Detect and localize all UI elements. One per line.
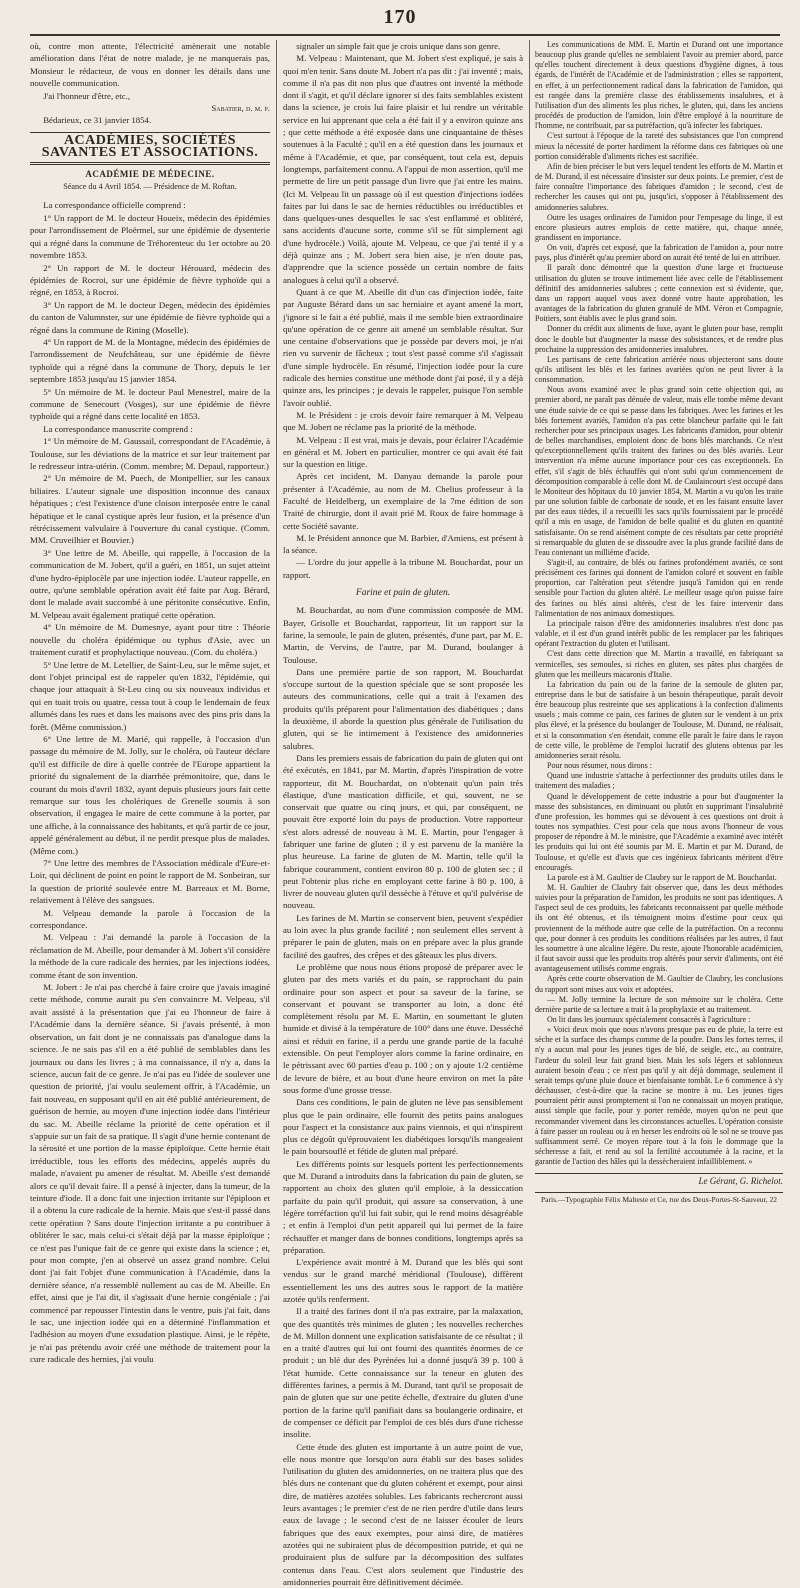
paragraph: M. Velpeau : Maintenant, que M. Jobert s'est expliqué, je sais à quoi m'en tenir. Sans doute M. Jobert n'a pas dit : j'ai inventé ; mais, comme il n'a pas dit non plus que d'autres ont inventé la méthode dont il s'agit, et qu'il déclare ignorer si des faits semblables existent dans la science, je crois lui faire plaisir et lui rendre un véritable service en lui apprenant que cela a été fait il y a environ quinze ans ; que cette méthode a été exposée dans une cinquantaine de thèses soutenues à la Faculté ; qu'il en a été question dans les journaux et même à l'Académie, et que, par conséquent, tout cela est, depuis longtemps, parfaitement connu. A l'appui de mon assertion, qu'il me permette de lire un petit passage d'un livre que j'ai entre les mains. (Ici M. Velpeau lit un passage où il est question d'injections iodées faites par lui dans le sac de hernies réductibles ou irréductibles et dans quelques-unes desquelles le sac s'est enflammé et oblitéré, sans accidents d'aucune sorte, comme s'il se fût simplement agi d'une hydrocèle.) Voilà, ajoute M. Velpeau, ce que j'ai tenté il y a déjà quinze ans ; M. Jobert sera bien aise, je n'en doute pas, d'apprendre que la science possède un certain nombre de faits analogues à celui qu'il a observé. <box>283 53 523 285</box>
footer-rule <box>535 1173 783 1174</box>
discussion-paragraphs <box>283 40 523 581</box>
paragraph: 4° Un rapport de M. de la Montagne, médecin des épidémies de l'arrondissement de Neufchâteau, sur une épidémie de fièvre typhoïde qui a régné dans la commune de Thory, depuis le 1er septembre 1853 jusqu'au 15 janvier 1854. <box>30 336 270 385</box>
paragraph: M. Bouchardat, au nom d'une commission composée de MM. Bayer, Grisolle et Bouchardat, rapporteur, lit un rapport sur la farine, la semoule, le pain de gluten, présentés, d'une part, par M. E. Martin, de Vervins, de l'autre, par M. Durand, boulanger à Toulouse. <box>283 605 523 665</box>
paragraph: M. le Président annonce que M. Barbier, d'Amiens, est présent à la séance. <box>283 532 523 556</box>
paragraph: M. le Président : je crois devoir faire remarquer à M. Velpeau que M. Jobert ne réclame pas la priorité de la méthode. <box>283 409 523 433</box>
paragraph: Dans les premiers essais de fabrication du pain de gluten qui ont été exécutés, en 1841, par M. Martin, d'après l'inspiration de votre rapporteur, dit M. Bouchardat, on n'obtenait qu'un pain très élastique, d'une mastication difficile, et qui, souvent, ne se conservait que quatre ou cinq jours, et qui, par conséquent, ne pouvait être exporté loin du pays de production. Votre rapporteur s'est alors adressé de nouveau à M. E. Martin, pour l'engager à fabriquer une farine de gluten ; il y est parvenu de la manière la plus heureuse. La farine de gluten de M. Martin, telle qu'il la fabrique couramment, contient environ 80 p. 100 de gluten sec ; il peut l'obtenir plus riche en employant cette farine à 80 p. 100, à livrer de nouveau gluten qu'il dessèche à l'étuve et qu'il pulvérise de nouveau. <box>283 752 523 911</box>
paragraph: 2° Un rapport de M. le docteur Hérouard, médecin des épidémies de Rocroi, sur une épidémie de fièvre typhoïde qui a régné, en 1853, à Rocroi. <box>30 262 270 298</box>
intro-paragraph: où, contre mon attente, l'électricité amènerait une notable amélioration dans l'état de notre malade, je ne manquerais pas, Monsieur le rédacteur, de vous en donner les détails dans une nouvelle communication. <box>30 41 270 89</box>
paragraph: On voit, d'après cet exposé, que la fabrication de l'amidon a, pour notre pays, plus d'intérêt qu'au premier abord on aurait été tenté de lui en attribuer. <box>535 243 783 263</box>
column-divider <box>276 40 277 1080</box>
paragraph: M. Velpeau : Il est vrai, mais je devais, pour éclairer l'Académie en général et M. Jobert en particulier, montrer ce qui avait été fait sur la question en litige. <box>283 434 523 470</box>
paragraph: 7° Une lettre des membres de l'Association médicale d'Eure-et-Loir, qui déclinent de point en point le rapport de M. Sonbeiran, sur la question de priorité soulevée entre M. Barreaux et M. Borne, relativement à l'élève des sangsues. <box>30 858 270 906</box>
paragraph: 1° Un rapport de M. le docteur Houeix, médecin des épidémies pour l'arrondissement de Ploërmel, sur une épidémie de dysenterie qui a régné dans la commune de Tréhorenteuc du 1er octobre au 20 novembre 1853. <box>30 212 270 261</box>
letter-signature: Sabatier, d. m. p. <box>211 103 270 114</box>
paragraph: M. Velpeau demande la parole à l'occasion de la correspondance. <box>30 907 270 931</box>
session-line: Séance du 4 Avril 1854. — Présidence de M. Roftan. <box>63 182 237 192</box>
report-continuation <box>535 40 783 1167</box>
header-rule <box>30 34 780 36</box>
article-heading: Farine et pain de gluten. <box>355 588 451 599</box>
paragraph: 3° Une lettre de M. Abeille, qui rappelle, à l'occasion de la communication de M. Jobert, qu'il a guéri, en 1851, un sujet atteint d'une hydro-épiplocèle par une injection iodée. L'auteur rappelle, en outre, qu'une semblable opération avait été faite par Aug. Bérard, dont le malade avait succombé à une péritonite consécutive. Enfin, M. Velpeau avait également pratiqué cette opération. <box>30 547 270 620</box>
paragraph: Les partisans de cette fabrication arriérée nous objecteront sans doute qu'ils utilisent les blés et les farines avariées qu'on ne peut livrer à la consommation. <box>535 354 783 385</box>
paragraph: Le problème que nous nous étions proposé de préparer avec le gluten par des mets variés et du pain, se rapprochant du pain ordinaire pour son aspect et pour sa saveur de la farine, se conservant et pouvant se transporter au loin, a donc été complètement résolu par M. E. Martin, en soumettant le gluten humide et divisé à la température de 100° dans une étuve. Desséché ainsi et réduit en farine, il a perdu une grande partie de la faculté extensible. On peut l'employer alors comme la farine ordinaire, en le pétrissant avec 60 parties d'eau p. 100 ; on y ajoute 1/2 centième de levure de bière, et au bout d'une heure environ on met la pâte sous forme d'une grosse tresse. <box>283 961 523 1095</box>
paragraph: — L'ordre du jour appelle à la tribune M. Bouchardat, pour un rapport. <box>283 557 523 580</box>
report-paragraphs <box>283 604 523 1588</box>
printer-imprint: Paris.—Typographie Félix Malteste et Ce, rue des Deux-Portes-St-Sauveur, 22 <box>540 1194 777 1204</box>
paragraph: Il a traité des farines dont il n'a pas extraire, par la malaxation, que des quantités très minimes de gluten ; les nouvelles recherches de M. Millon donnent une explication satisfaisante de ce résultat ; il en a traité d'autres qui lui ont fourni des quantités énormes de ce produit ; un blé dur des Pyrénées lui a donné jusqu'à 39 p. 100 à l'état humide. Cette connaissance sur la teneur en gluten des différentes farines, a permis à M. Durand, tant qu'il se proposait de pain de gluten que sur une petite échelle, d'extraire du gluten d'une portion de la farine qu'il panifiait dans sa boulangerie ordinaire, et de compenser ce déficit par l'emploi de ces blés durs d'une richesse insolite. <box>283 1306 523 1440</box>
paragraph: Après cette courte observation de M. Gaultier de Claubry, les conclusions du rapport sont mises aux voix et adoptées. <box>535 974 783 994</box>
paragraph: La fabrication du pain ou de la farine de la semoule de gluten par, entreprise dans le but de satisfaire à un besoin thérapeutique, paraît devoir être beaucoup plus restreinte que ses applications à la confection d'aliments usuels ; mais comme ce pain, ces farines de gluten sur le vendent à un prix plus élevé, et la présence du boulanger de Toulouse, M. Durand, ne réalisait, et si la consommation s'en étendait, comme elle paraît le faire dans le rayon de cette ville, le problème de l'emploi lucratif des glutens obtenus par les amidonneries serait résolu. <box>535 679 783 760</box>
letter-closing: J'ai l'honneur d'être, etc., <box>43 90 131 101</box>
paragraph: Les farines de M. Martin se conservent bien, peuvent s'expédier au loin avec la plus grande facilité ; non seulement elles servent à préparer le pain de gluten, mais on en prépare avec la plus grande facilité des gaufres, des crêpes et des gâteaux les plus divers. <box>283 912 523 960</box>
academy-proceedings <box>30 199 270 1365</box>
paragraph: Quand une industrie s'attache à perfectionner des produits utiles dans le traitement des maladies ; <box>535 771 783 791</box>
paragraph: M. Velpeau : J'ai demandé la parole à l'occasion de la réclamation de M. Abeille, pour demander à M. Jobert s'il considère la méthode de la cure radicale des hernies, par les injections iodées, comme étant de son invention. <box>30 932 270 980</box>
paragraph: Dans une première partie de son rapport, M. Bouchardat s'occupe surtout de la question spéciale que se sont proposée les auteurs des communications, celle qui a trait à l'examen des produits qu'ils préparent pour l'alimentation des diabétiques ; dans la deuxième, il aborde la question plus générale de l'utilisation du gluten, qui se lie intimement à l'existence des amidonneries salubres. <box>283 666 523 751</box>
letter-place-date: Bédarieux, ce 31 janvier 1854. <box>43 115 152 126</box>
paragraph: 1° Un mémoire de M. Gaussail, correspondant de l'Académie, à Toulouse, sur les déviations de la matrice et sur leur traitement par le redresseur intra-utérin. (Comm. membre; M. Depaul, rapporteur.) <box>30 436 270 471</box>
paragraph: L'expérience avait montré à M. Durand que les blés qui sont vendus sur le grand marché méridional (Toulouse), diffèrent essentiellement les uns des autres sous le rapport de la matière azotée qu'ils renferment. <box>283 1257 523 1304</box>
paragraph: C'est dans cette direction que M. Martin a travaillé, en fabriquant sa vermicelles, ses semoules, si riches en gluten, ses pâtes plus chargées de gluten que les meilleurs macaronis d'Italie. <box>535 649 783 679</box>
column-2 <box>283 40 523 1587</box>
paragraph: M. Jobert : Je n'ai pas cherché à faire croire que j'avais imaginé cette méthode, comme aurait pu s'en convaincre M. Velpeau, s'il avait assisté à la présentation que j'ai eu l'honneur de faire à l'Académie dans la dernière séance. Si j'avais présenté, à mon observation, un fait dont je ne connaissais pas d'analogue dans la science. Je ne sais pas s'il en a été publié de semblables dans les journaux ou dans les livres ; à ma connaissance, il n'y a, dans la science, aucun fait de ce genre. Je n'ai pas eu l'idée de soulever une question de priorité, j'ai voulu seulement offrir, à l'Académie, un fait nouveau, en supposant qu'il en ait été publié antérieurement, de guérison de hernie, au moyen d'une injection iodée dans l'intérieur du sac. M. Abeille réclame la priorité de cette opération et il s'appuie sur un fait de sa pratique. Il s'agit d'une hernie contenant de la sérosité et une portion de la masse épiploïque. Cette hernie était irréductible, tous les efforts des médecins, appelés auprès du malade, n'avaient pu amener de résultat. M. Abeille s'est demandé alors ce qu'il devait faire. Il a pensé à injecter, dans la tumeur, de la teinture d'iode. Il a donc fait une injection irritante sur l'épiploon et il a obtenu la cure radicale de la hernie. Mais que s'est-il passé dans cette opération ? Sans doute l'injection irritante a pu contribuer à oblitérer le sac, mais celui-ci s'était déjà par la masse épiploïque ; ce n'est pas l'unique fait de ce genre qui existe dans la science ; et, pour mon compte, j'en ai observé un assez grand nombre. Celui dont j'ai fait l'objet d'une communication à l'Académie, dans la dernière séance, n'a ressemblé nullement au cas de M. Abeille. En effet, ainsi que je l'ai dit, il s'agissait d'une hernie congéniale ; j'ai commencé par repousser l'intestin dans le ventre, puis j'ai fait, dans le sac, une injection iodée qui en a déterminé l'inflammation et l'adhésion au moyen d'une exsudation plastique. Ainsi, je le répète, je n'ai pas prétendu avoir créé une méthode de traitement pour la cure radicale des hernies, j'ai voulu <box>30 982 270 1365</box>
paragraph: 4° Un mémoire de M. Dumesnye, ayant pour titre : Théorie nouvelle du choléra épidémique ou typhus d'Asie, avec un traitement curatif et prophylactique nouveau. (Com. du choléra.) <box>30 622 270 658</box>
subsection-title: ACADÉMIE DE MÉDECINE. <box>85 168 215 179</box>
paragraph: Afin de bien préciser le but vers lequel tendent les efforts de M. Martin et de M. Durand, il est nécessaire d'insister sur deux points. Le premier, c'est de faire connaître l'importance des fabriques d'amidon ; le second, c'est de rechercher les causes qui ont pu, jusqu'ici, s'opposer à l'établissement des amidonneries salubres. <box>535 161 783 212</box>
column-divider <box>529 40 530 1080</box>
paragraph: Nous avons examiné avec le plus grand soin cette objection qui, au premier abord, ne paraît pas dénuée de valeur, mais elle tombe même devant une étude suivie de ce qui se passe dans les fabriques. Avec les farines et les blés fortement avariés, l'amidon n'a pas cette blancheur parfaite qui le fait rechercher pour ses principaux usages. Les fabricants d'amidon, pour obtenir de belles marchandises, emploient donc de bons blés marchands. Ce n'est qu'exceptionnellement qu'ils traitent des farines ou des blés avariés. Leur intervention n'a même aucune importance pour ces cas exceptionnels. En effet, s'il s'agit de blés échauffés qui n'ont subi qu'un commencement de décomposition comparable à celle dont M. de Caulaincourt s'est occupé dans le Moniteur des hôpitaux du 10 janvier 1854, M. Martin a vu qu'on les traite par une solution faible de carbonate de soude, et en les faisant ensuite laver par des eaux tièdes, il a recueilli les sacs qu'ils fournissaient par le procédé qu'il a mis en usage, de l'amidon de belle qualité et du gluten en quantité satisfaisante. On se rend aisément compte de ces résultats par cette propriété si remarquable du gluten de se dissoudre avec la plus grande facilité dans de l'eau contenant un millième d'acide. <box>535 385 783 557</box>
paragraph: S'agit-il, au contraire, de blés ou farines profondément avariés, ce sont précisément ces farines qui donnent de l'amidon coloré et souvent en faible proportion, car l'altération peut s'étendre jusqu'à l'amidon qui en rende sensible pour l'action du gluten altéré. Le meilleur usage qu'on puisse faire des farines ou blés ainsi altérés, c'est de les faire intervenir dans l'alimentation de nos animaux domestiques. <box>535 557 783 618</box>
paragraph: La parole est à M. Gaultier de Claubry sur le rapport de M. Bouchardat. <box>547 872 777 882</box>
column-1 <box>30 40 270 1365</box>
paragraph: C'est surtout à l'époque de la rareté des subsistances que l'on comprend mieux la nécessité de porter hardiment la réforme dans ces fabriques où une portion considérable d'aliments riches est sacrifiée. <box>535 131 783 161</box>
paragraph: Les différents points sur lesquels portent les perfectionnements que M. Durand a introduits dans la fabrication du pain de gluten, se rapportent au choix des gluten qu'il emploie, à la dessiccation parfaite du pain qu'il produit, qui assure sa conservation, à une légère torréfaction qu'il lui fait subir, qui le rend moins désagréable ; et enfin à l'emploi d'un petit appareil qui lui permet de la faire réchauffer et manger dans de bonnes conditions, longtemps après sa préparation. <box>283 1158 523 1255</box>
gerant-signature: Le Gérant, G. Richelot. <box>698 1176 783 1187</box>
paragraph: 6° Une lettre de M. Marié, qui rappelle, à l'occasion d'un passage du mémoire de M. Jolly, sur le choléra, où l'auteur déclare qu'il est difficile de dire à quelle contrée de l'Europe appartient la priorité du signalement de la diarrhée prémonitoire, que, dans le courant du mois d'avril 1832, ayant depuis plusieurs jours fait cette remarque sur tous les cholériques de Grenelle soumis à son observation, il engagea le maire de cette commune à la porter, par une affiche, à la connaissance des habitants, et qu'à partir de ce jour, appelé généralement au début, il ne perdit presque plus de malades. (Même com.) <box>30 733 270 856</box>
paragraph: M. H. Gaultier de Claubry fait observer que, dans les deux méthodes suivies pour la préparation de l'amidon, les produits ne sont pas identiques. A l'aspect seul de ces produits, les fabricants reconnaissent par quelle méthode ils ont été obtenus, et ils témoignent moins d'estime pour ceux qui proviennent de la méthode autre que celle de la putréfaction. On a reconnu que, pour donner à ces produits les conditions réalisées par les autres, il faut les soumettre à une alcaline légère. Du reste, ajoute l'honorable académicien, il faut savoir aussi que les produits trop altérés pour servir d'aliments, ont été avantageusement utilisés comme engrais. <box>535 882 783 974</box>
paragraph: signaler un simple fait que je crois unique dans son genre. <box>296 41 501 51</box>
paragraph: 3° Un rapport de M. le docteur Degen, médecin des épidémies du canton de Valumnster, sur une épidémie de fièvre typhoïde qui a régné dans la commune de Rining (Moselle). <box>30 299 270 335</box>
paragraph: « Voici deux mois que nous n'avons presque pas eu de pluie, la terre est sèche et la surface des champs comme de la poudre. Dans les fortes terres, il n'y a aucun mal pour les jeunes tiges de blé, de seigle, etc., au contraire, l'ardeur du soleil leur fait grand bien. Mais les sols légers et sablonneux auraient besoin d'eau ; ce n'est pas qu'il y ait déjà dommage, seulement il serait temps qu'une pluie douce et bienfaisante tombât. Le 6 commence à s'y déchausser, c'est-à-dire que la racine se montre à nu. Les jeunes tiges pourraient périr aussi promptement si l'on ne connaissait un moyen pratique, aussi simple que facile, pour y porter remède, moyen qu'on ne peut que recommander vivement dans les circonstances actuelles. L'opération consiste à faire passer un rouleau ou à en herser les endroits où le sol ne se trouve pas suffisamment serré. Ce moyen répare tout à la fois le dommage que la sécheresse a fait, et rend au sol la fertilité accoutumée à la racine, et la garantie de l'action des hâles qui la dessècheraient infailliblement. » <box>535 1025 783 1167</box>
imprint-rule <box>535 1192 783 1193</box>
paragraph: On lit dans les journaux spécialement consacrés à l'agriculture : <box>547 1015 751 1024</box>
paragraph: Quand le développement de cette industrie a pour but d'augmenter la masse des subsistances, en diminuant ou plutôt en supprimant l'insalubrité d'une profession, les hommes qui se dévouent à ces questions ont droit à toutes nos sympathies. C'est pour cela que nous avons l'honneur de vous proposer de répondre à M. le ministre, que l'Académie a examiné avec intérêt les produits qui lui ont été soumis par M. E. Martin et par M. Durand, de Toulouse, et qu'elle est d'avis que ces ingénieux fabricants méritent d'être encouragés. <box>535 791 784 872</box>
paragraph: Les communications de MM. E. Martin et Durand ont une importance beaucoup plus grande qu'elles ne semblaient l'avoir au premier abord, parce qu'elles touchent directement à deux questions d'hygiène dignes, à tous égards, de l'intérêt de l'Académie et de l'administration ; elles se rapportent, en effet, à un perfectionnement radical dans la fabrication de l'amidon, qui est rangée dans la première classe des établissements insalubres, et à l'utilisation d'un des aliments les plus riches, le gluten, qui, dans les anciens procédés de production de l'amidon, loin d'être employé à la nourriture de l'homme, ne contribuait, par sa putréfaction, qu'à infecter les fabriques. <box>535 40 783 131</box>
paragraph: Cette étude des gluten est importante à un autre point de vue, elle nous montre que lorsqu'on aura établi sur des bases solides l'utilisation du gluten des amidonneries, on ne traitera plus que des blés durs ne contenant que du gluten cohérent et exempt, pour ainsi dire, de matières azotées solubles. Les fabricants rechercront aussi leurs avantages ; le premier c'est de ne rien perdre d'utile dans leurs eaux de lavage ; le second c'est de ne laisser écouler de leurs fabriques que des eaux exemptes, pour ainsi dire, de matières azotées qui ne subiraient plus de décomposition putride, et qui ne produiraient plus de sulfure par la décomposition des sulfates contenus dans l'eau. C'est alors seulement que l'industrie des amidonneries pourrait être définitivement décimée. <box>283 1441 523 1587</box>
paragraph: Donner du crédit aux aliments de luxe, ayant le gluten pour base, remplit donc le double but d'augmenter la masse des subsistances, et de rendre plus prochaine la suppression des amidonneries insalubres. <box>535 324 783 354</box>
paragraph: Outre les usages ordinaires de l'amidon pour l'empesage du linge, il est encore plusieurs autres emplois de cette matière, qui, chaque année, grandissent en importance. <box>535 212 783 242</box>
paragraph: Quant à ce que M. Abeille dit d'un cas d'injection iodée, faite par Auguste Bérard dans un sac herniaire et ayant amené la mort, j'ignore si le fait a été publié, mais il me semble bien extraordinaire qu'une opération de ce genre ait amené un semblable résultat. Sur une centaine d'observations que je possède par devers moi, je n'ai rien vu survenir de fâcheux ; tout s'est passé comme s'il s'agissait d'une simple hydrocèle. En résumé, l'injection iodée pour la cure radicale des hernies constitue une méthode dont j'ai posé, il y a déjà quinze ans, les principes ; je devais le rappeler, puisque l'on semble l'avoir oublié. <box>283 286 523 408</box>
column-3 <box>535 40 784 1204</box>
section-title: ACADÉMIES, SOCIÉTÉS SAVANTES ET ASSOCIATIONS. <box>30 135 270 165</box>
paragraph: La correspondance manuscrite comprend : <box>43 423 193 434</box>
page-number: 170 <box>383 6 417 28</box>
paragraph: 2° Un mémoire de M. Puech, de Montpellier, sur les canaux biliaires. L'auteur signale une disposition inconnue des canaux hépatiques ; c'est l'existence d'une cloison interposée entre le canal hépatique et le canal cystique après leur fusion, et la présence d'un rétrécissement valvulaire à l'ouverture du canal cystique. (Comm. MM. Cruveilhier et Bouvier.) <box>30 473 270 546</box>
paragraph: La principale raison d'être des amidonneries insalubres n'est donc pas valable, et il est d'un grand intérêt public de les remplacer par les fabriques opérant l'extraction du gluten et l'utilisant. <box>535 618 783 649</box>
paragraph: 5° Un mémoire de M. le docteur Paul Menestrel, maire de la commune de Senecourt (Vosges), sur une épidémie de fièvre typhoïde qui a régné dans cette localité en 1853. <box>30 386 270 422</box>
paragraph: — M. Jolly termine la lecture de son mémoire sur le choléra. Cette dernière partie de sa lecture a trait à la prophylaxie et au traitement. <box>535 994 783 1014</box>
paragraph: Il paraît donc démontré que la question d'une large et fructueuse utilisation du gluten se trouve intimement liée avec celle de l'établissement définitif des amidonneries salubres ; cette connexion est si évidente, que, dans un rapport auquel vous avez donné votre haute approbation, les avantages de la fabrication du gluten granulé de MM. Véron et Compagnie, Poitiers, sont établis avec le plus grand soin. <box>535 263 783 324</box>
paragraph: La correspondance officielle comprend : <box>43 200 186 211</box>
paragraph: 5° Une lettre de M. Letellier, de Saint-Leu, sur le même sujet, et dont l'objet principal est de rappeler qu'en 1832, l'épidémie, qui chaque jour attaquait à St-Leu cinq ou six nouveaux individus et qui en tuait trois ou quatre, cessa tout à coup le lendemain de feux allumés dans les rues et dans les maisons avec des pins pris dans la forêt. (Même commission.) <box>30 659 270 732</box>
paragraph: Pour nous résumer, nous dirons : <box>547 761 653 771</box>
paragraph: Dans ces conditions, le pain de gluten ne lève pas sensiblement plus que le pain ordinaire, elle fournit des petits pains analogues pour l'aspect et la consistance aux pains viennois, et qui n'inspirent plus ce dégoût qu'éprouvaient les diabétiques lorsqu'ils mangeaient le pain boursouflé et fétide de gluten mal préparé. <box>283 1097 523 1157</box>
paragraph: Après cet incident, M. Danyau demande la parole pour présenter à l'Académie, au nom de M. Chelius professeur à la Faculté de Heidelberg, un exemplaire de la 7me édition de son Traité de chirurgie, dont il avait prié M. Roux de faire hommage à cette Société savante. <box>283 471 523 531</box>
